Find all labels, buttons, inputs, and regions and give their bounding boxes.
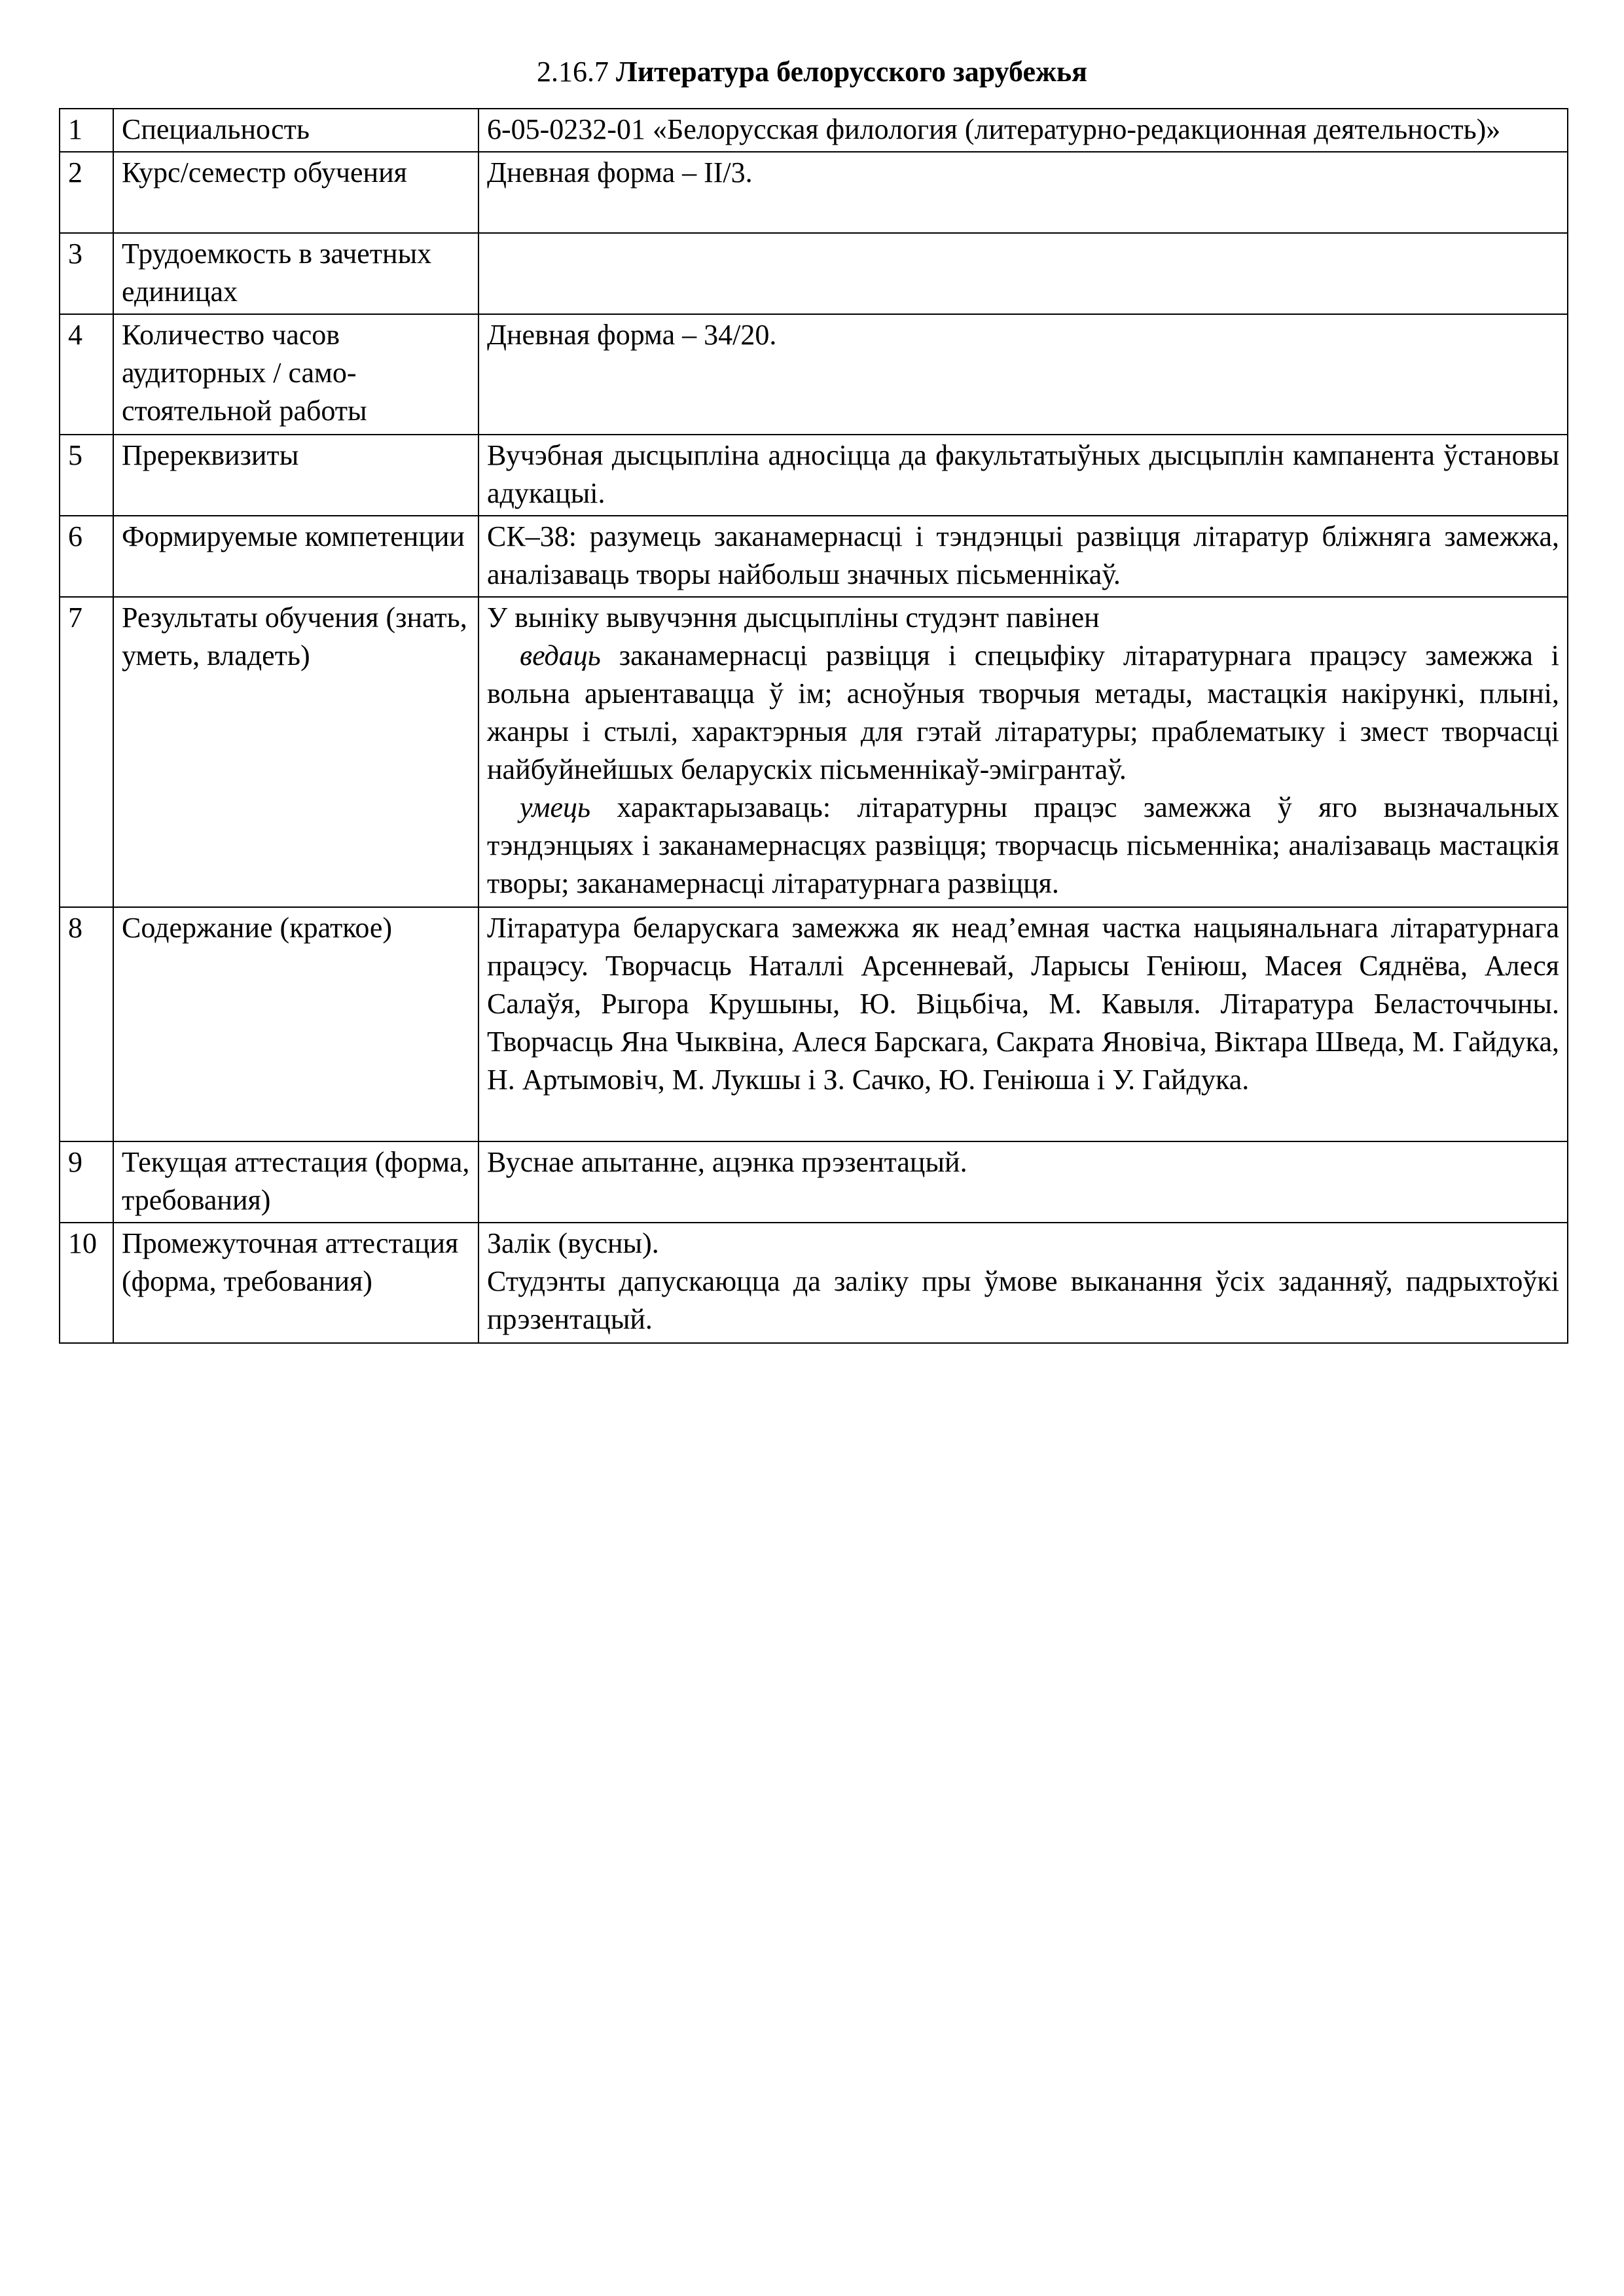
row-value: 6-05-0232-01 «Белорусская филология (литературно-редакционная деятельность)»	[478, 109, 1568, 152]
row-label: Промежуточная аттестация (форма, требования)	[113, 1223, 478, 1343]
row-value: Дневная форма – II/3.	[478, 152, 1568, 233]
can-text: характарызаваць: літаратурны працэс замежжа ў яго вызначальных тэндэнцыях і заканамернасцях развіцця; творчасць пісьменніка; аналізаваць мастацкія творы; заканамернасці літаратурнага развіцця.	[487, 791, 1560, 899]
row-label: Трудоемкость в зачетных единицах	[113, 233, 478, 314]
row-value: Вучэбная дысцыпліна адносіцца да факультатыўных дысцыплін кампанента ўстановы адукацыі.	[478, 435, 1568, 516]
section-number: 2.16.7	[537, 56, 609, 88]
table-row	[60, 109, 1568, 152]
table-row	[60, 1223, 1568, 1343]
row-number: 8	[60, 907, 113, 1141]
row-number: 10	[60, 1223, 113, 1343]
row-label: Текущая аттестация (форма, требования)	[113, 1141, 478, 1223]
exam-form: Залік (вусны).	[487, 1227, 659, 1259]
can-term: умець	[520, 791, 591, 823]
table-row	[60, 233, 1568, 314]
row-number: 4	[60, 314, 113, 435]
row-label: Специальность	[113, 109, 478, 152]
row-number: 9	[60, 1141, 113, 1223]
row-number: 3	[60, 233, 113, 314]
row-value: Вуснае апытанне, ацэнка прэзентацый.	[478, 1141, 1568, 1223]
table-row	[60, 907, 1568, 1141]
row-value: СК–38: разумець заканамернасці і тэндэнцыі развіцця літаратур бліжняга замежжа, аналізаваць творы найбольш значных пісьменнікаў.	[478, 516, 1568, 597]
row-label: Курс/семестр обучения	[113, 152, 478, 233]
row-value	[478, 233, 1568, 314]
table-row	[60, 1141, 1568, 1223]
page-title	[0, 54, 1624, 90]
row-number: 2	[60, 152, 113, 233]
row-value	[478, 1223, 1568, 1343]
row-number: 1	[60, 109, 113, 152]
row-label: Результаты обучения (знать, уметь, владеть)	[113, 597, 478, 907]
row-label: Содержание (краткое)	[113, 907, 478, 1141]
know-term: ведаць	[520, 639, 601, 672]
row-label: Формируемые компетенции	[113, 516, 478, 597]
table-row	[60, 597, 1568, 907]
know-paragraph	[487, 637, 1559, 789]
row-label: Пререквизиты	[113, 435, 478, 516]
table-row	[60, 152, 1568, 233]
exam-requirements: Студэнты дапускаюцца да заліку пры ўмове выканання ўсіх заданняў, падрыхтоўкі прэзентацый.	[487, 1265, 1559, 1335]
row-number: 7	[60, 597, 113, 907]
row-number: 6	[60, 516, 113, 597]
table-row	[60, 435, 1568, 516]
table-row	[60, 314, 1568, 435]
know-text: заканамернасці развіцця і спецыфіку літаратурнага працэсу замежжа і вольна арыентавацца ў ім; асноўныя творчыя метады, мастацкія накірункі, плыні, жанры і стылі, характэрныя для гэтай літаратуры; праблематыку і змест творчасці найбуйнейшых беларускіх пісьменнікаў-эмігрантаў.	[487, 639, 1560, 785]
can-paragraph	[487, 789, 1559, 903]
table-row	[60, 516, 1568, 597]
discipline-info-table	[59, 108, 1568, 1344]
row-value: Дневная форма – 34/20.	[478, 314, 1568, 435]
section-name: Литература белорусского зарубежья	[616, 56, 1087, 88]
row-label: Количество часов аудиторных / само-стоятельной работы	[113, 314, 478, 435]
row-number: 5	[60, 435, 113, 516]
learning-outcomes-intro: У выніку вывучэння дысцыпліны студэнт павінен	[487, 601, 1100, 634]
row-value: Літаратура беларускага замежжа як неад’емная частка нацыянальнага літаратурнага працэсу. Творчасць Наталлі Арсенневай, Ларысы Геніюш, Масея Сяднёва, Алеся Салаўя, Рыгора Крушыны, Ю. Віцьбіча, М. Кавыля. Літаратура Беласточчыны. Творчасць Яна Чыквіна, Алеся Барскага, Сакрата Яновіча, Віктара Шведа, М. Гайдука, Н. Артымовіч, М. Лукшы і З. Сачко, Ю. Геніюша і У. Гайдука.	[478, 907, 1568, 1141]
row-value	[478, 597, 1568, 907]
